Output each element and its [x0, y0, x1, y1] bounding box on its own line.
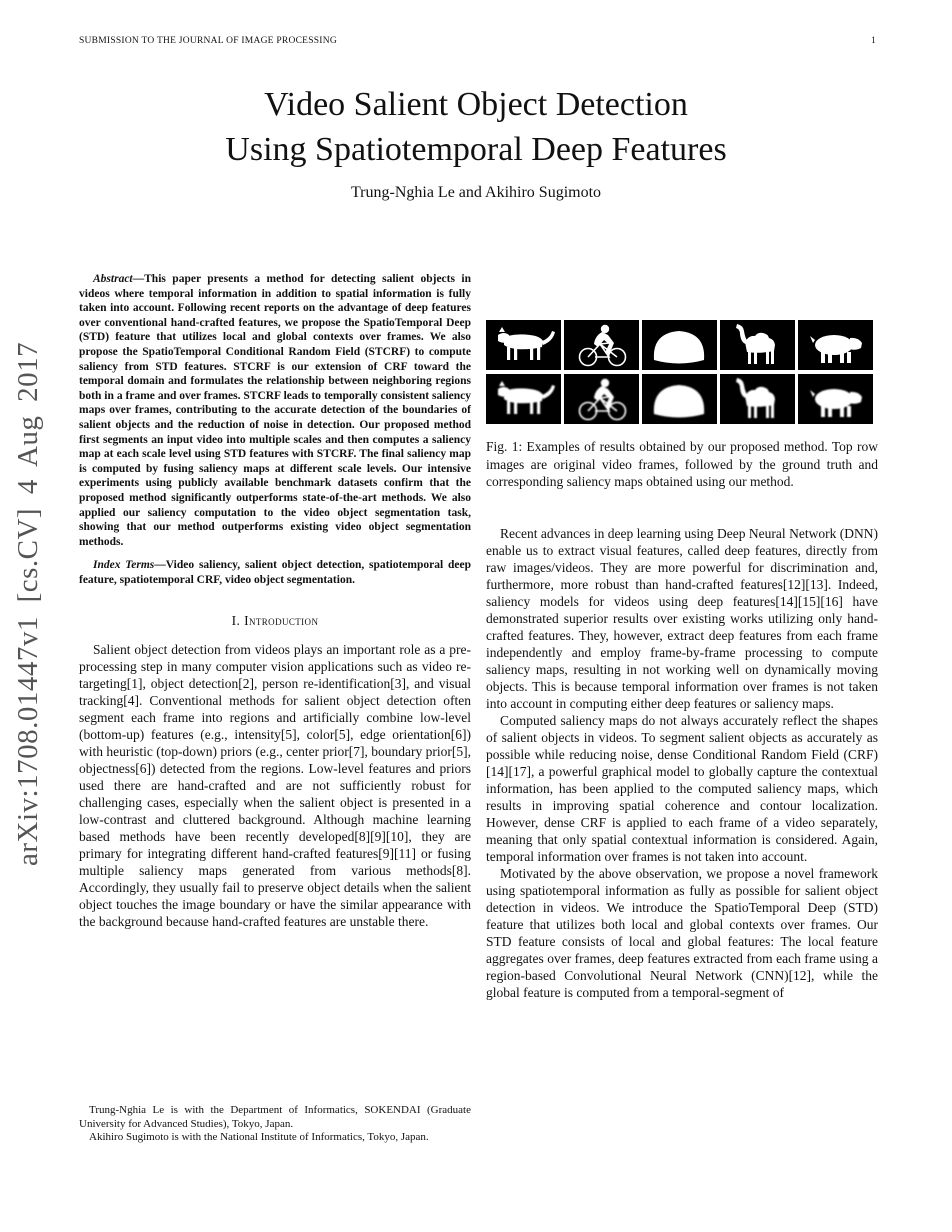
figure-row-saliency-map	[486, 374, 878, 424]
figure-thumb-saliency-tiger	[486, 374, 561, 424]
index-terms-lead: Index Terms	[93, 559, 155, 572]
abstract-lead: Abstract	[93, 273, 133, 285]
right-paragraph-3: Motivated by the above observation, we propose a novel framework using spatiotemporal information as fully as possible for salient object detection in videos. We introduce the SpatioTemporal Deep (STD) feature that utilizes both local and global contexts over frames. Our STD feature consists of local and global features: The local feature aggregates over frames, deep features extracted from each frame using a region-based Convolutional Neural Network (CNN)[12], while the global feature is computed from a temporal-segment of	[486, 865, 878, 1000]
right-paragraph-2: Computed saliency maps do not always accurately reflect the shapes of salient objects in videos. To segment salient objects as accurately as possible while reducing noise, dense Conditional Random Field (CRF)[14][17], a powerful graphical model to globally capture the contextual information, has been applied to the computed saliency maps, which results in improving spatial coherence and contour localization. However, dense CRF is applied to each frame of a video separately, meaning that only spatial contextual information is considered. Again, temporal information over frames is not taken into account.	[486, 712, 878, 864]
figure-row-ground-truth	[486, 320, 878, 370]
camel-silhouette-icon	[720, 320, 795, 370]
authors-line: Trung-Nghia Le and Akihiro Sugimoto	[350, 184, 602, 201]
camel-silhouette-icon	[720, 374, 795, 424]
cyclist-silhouette-icon	[564, 320, 639, 370]
figure-1-grid	[486, 320, 878, 424]
right-column	[486, 320, 878, 1001]
index-terms-text: —Video saliency, salient object detection, spatiotemporal deep feature, spatiotemporal CRF, video object segmentation.	[79, 559, 471, 586]
footnote-1: Trung-Nghia Le is with the Department of Informatics, SOKENDAI (Graduate University for Advanced Studies), Tokyo, Japan.	[79, 1104, 471, 1130]
figure-thumb-saliency-white-blob	[642, 374, 717, 424]
paper-title	[0, 82, 952, 172]
figure-1	[486, 320, 878, 491]
figure-thumb-saliency-cyclist	[564, 374, 639, 424]
white-blob-silhouette-icon	[642, 320, 717, 370]
index-terms-paragraph	[79, 558, 471, 587]
running-head	[79, 36, 876, 46]
white-blob-silhouette-icon	[642, 374, 717, 424]
tiger-silhouette-icon	[486, 320, 561, 370]
figure-thumb-saliency-camel	[720, 374, 795, 424]
figure-thumb-saliency-boar	[798, 374, 873, 424]
boar-silhouette-icon	[798, 320, 873, 370]
right-paragraph-1: Recent advances in deep learning using Deep Neural Network (DNN) enable us to extract visual features, called deep features, directly from raw images/videos. They are more powerful for discrimination and, furthermore, more robust than hand-crafted features[12][13]. Indeed, saliency models for videos using deep features[14][15][16] have demonstrated superior results over existing works utilizing only hand-crafted features. They, however, extract deep features from each frame independently and employ frame-by-frame processing to compute saliency maps, resulting in not working well on dynamically moving objects. This is because temporal information over frames is not taken into account in computing either deep features or saliency maps.	[486, 525, 878, 711]
boar-silhouette-icon	[798, 374, 873, 424]
footnote-2: Akihiro Sugimoto is with the National Institute of Informatics, Tokyo, Japan.	[89, 1131, 429, 1144]
abstract-paragraph	[79, 272, 471, 549]
author-footnotes	[79, 1104, 471, 1145]
figure-thumb-groundtruth-boar	[798, 320, 873, 370]
tiger-silhouette-icon	[486, 374, 561, 424]
paper-title-line2: Using Spatiotemporal Deep Features	[225, 131, 727, 168]
figure-thumb-groundtruth-camel	[720, 320, 795, 370]
abstract-text: —This paper presents a method for detecting salient objects in videos where temporal information in addition to spatial information is fully taken into account. Following recent reports on the advantage of deep features over conventional hand-crafted features, we propose the SpatioTemporal Deep (STD) feature that utilizes local and global contexts over frames. We also propose the SpatioTemporal Conditional Random Field (STCRF) to compute saliency from STD features. STCRF is our extension of CRF toward the temporal domain and formulates the relationship between neighboring regions both in a frame and over frames. STCRF leads to temporally consistent saliency maps over frames, contributing to the accurate detection of the boundaries of salient objects and the reduction of noise in detection. Our proposed method first segments an input video into multiple scales and then computes a saliency map at each scale level using STD features with STCRF. The final saliency map is computed by fusing saliency maps at different scale levels. Our intensive experiments using publicly available benchmark datasets confirm that the proposed method significantly outperforms state-of-the-art methods. We also applied our saliency computation to the video object segmentation task, showing that our method outperforms existing video object segmentation methods.	[79, 273, 471, 548]
introduction-paragraph-1: Salient object detection from videos plays an important role as a pre-processing step in many computer vision applications such as video re-targeting[1], object detection[2], person re-identification[3], and visual tracking[4]. Conventional methods for salient object detection often segment each frame into regions and artificially combine low-level (bottom-up) features (e.g., intensity[5], color[5], edge orientation[6]) with heuristic (top-down) priors (e.g., center prior[7], boundary prior[5], objectness[6]) detected from the regions. Low-level features and priors used there are hand-crafted and are not sufficiently robust for challenging cases, especially when the salient object is presented in a low-contrast and cluttered background. Although machine learning based methods have been recently developed[8][9][10], they are primary for integrating different hand-crafted features[9][11] or fusing multiple saliency maps generated from various methods[8]. Accordingly, they usually fail to preserve object details when the salient object touches the image boundary or have the similar appearance with the background because hand-crafted features are unstable there.	[79, 642, 471, 930]
left-column	[79, 272, 471, 930]
page-number: 1	[871, 36, 876, 46]
figure-thumb-groundtruth-cyclist	[564, 320, 639, 370]
running-head-journal: SUBMISSION TO THE JOURNAL OF IMAGE PROCESSING	[79, 36, 337, 46]
cyclist-silhouette-icon	[564, 374, 639, 424]
figure-thumb-groundtruth-white-blob	[642, 320, 717, 370]
paper-title-line1: Video Salient Object Detection	[264, 86, 688, 123]
figure-1-caption: Fig. 1: Examples of results obtained by our proposed method. Top row images are original video frames, followed by the ground truth and corresponding saliency maps obtained using our method.	[486, 439, 878, 489]
section-heading-introduction: I. Introduction	[231, 613, 319, 629]
figure-thumb-groundtruth-tiger	[486, 320, 561, 370]
arxiv-watermark: arXiv:1708.01447v1 [cs.CV] 4 Aug 2017	[12, 341, 44, 867]
